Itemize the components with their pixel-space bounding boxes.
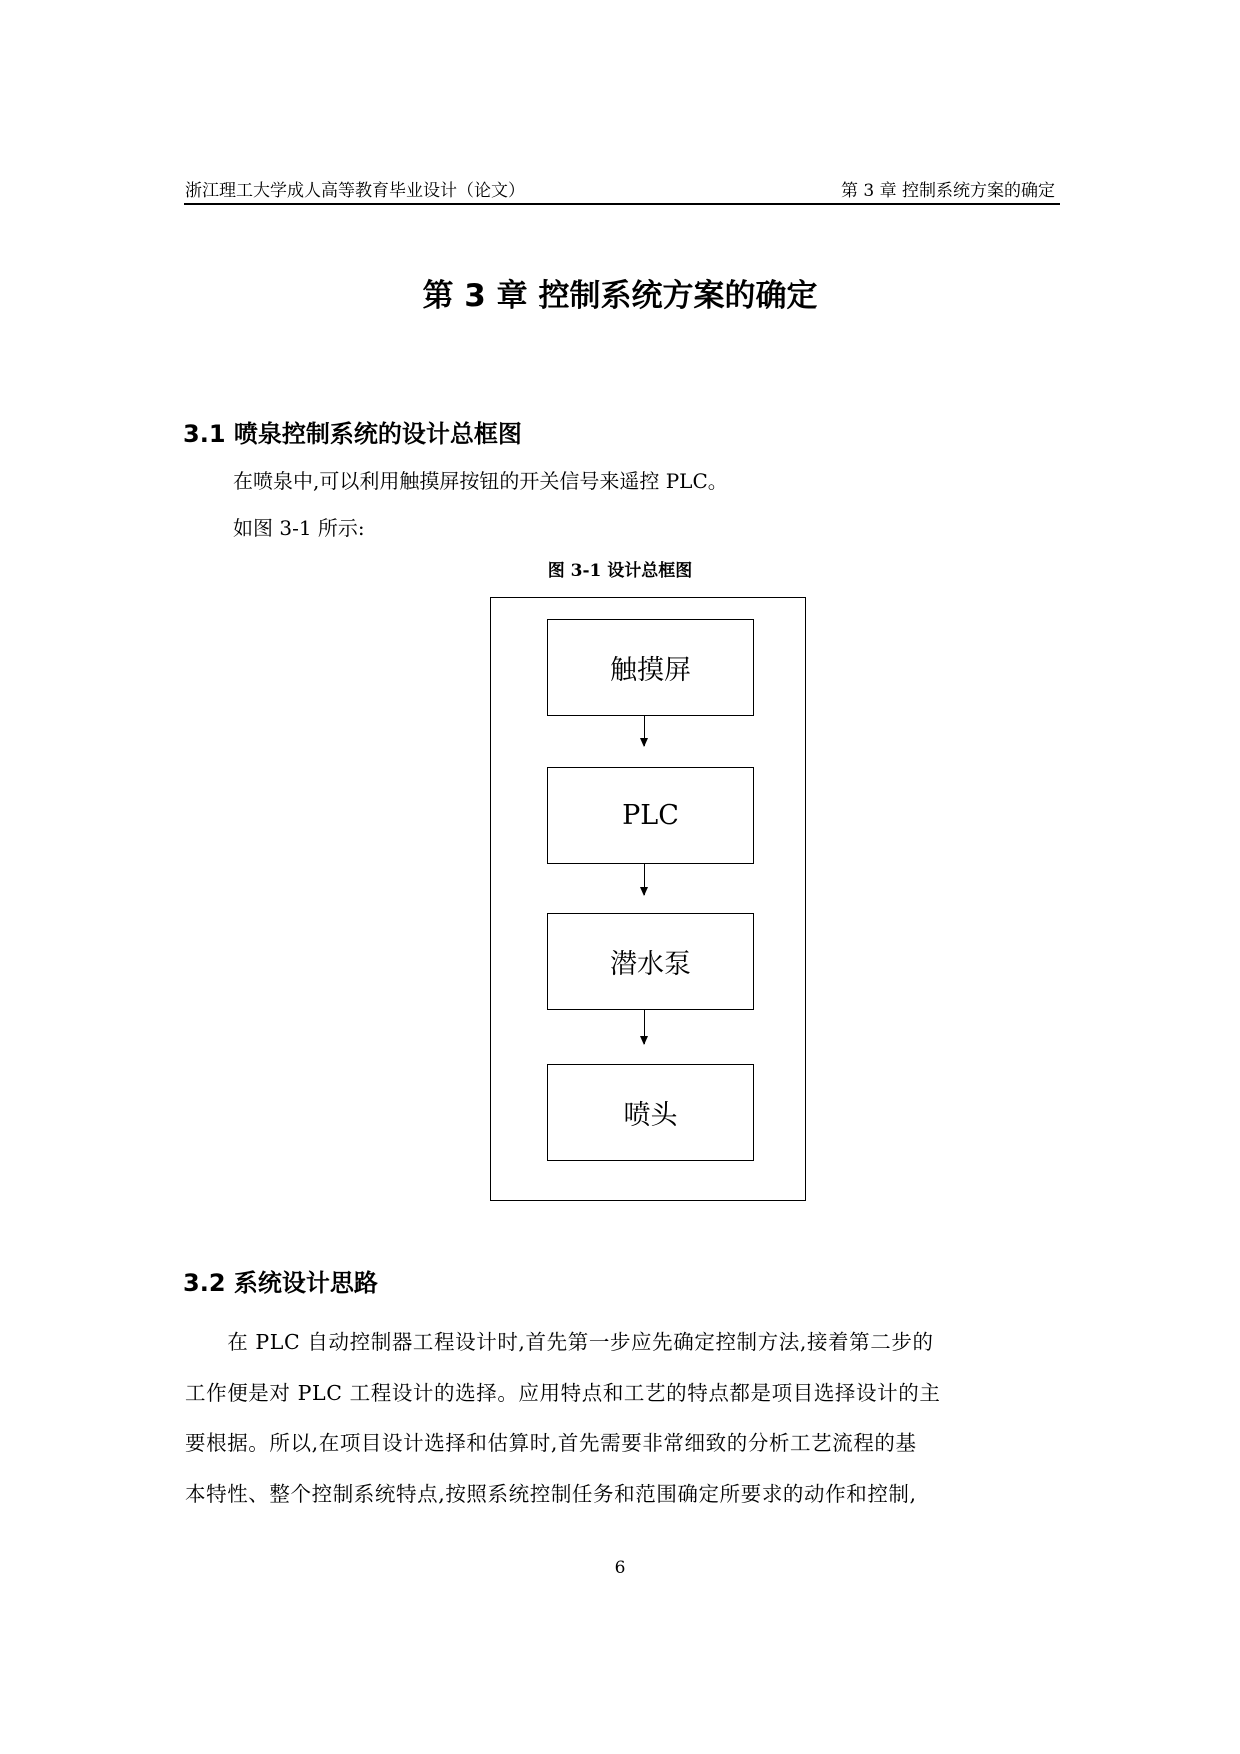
chapter-title: 第 3 章 控制系统方案的确定 (422, 278, 818, 314)
section-heading-3-2: 3.2 系统设计思路 (183, 1269, 378, 1297)
arrow-down-icon (644, 716, 645, 746)
page-number: 6 (614, 1558, 626, 1578)
header-left: 浙江理工大学成人高等教育毕业设计（论文） (185, 181, 525, 201)
paragraph: 如图 3-1 所示: (233, 516, 365, 540)
arrow-down-icon (644, 863, 645, 895)
diagram-box-nozzle: 喷头 (547, 1064, 754, 1161)
header-right: 第 3 章 控制系统方案的确定 (840, 181, 1055, 201)
paragraph-line: 在 PLC 自动控制器工程设计时,首先第一步应先确定控制方法,接着第二步的 (185, 1330, 934, 1354)
paragraph-line: 本特性、整个控制系统特点,按照系统控制任务和范围确定所要求的动作和控制, (185, 1482, 917, 1506)
paragraph-line: 工作便是对 PLC 工程设计的选择。应用特点和工艺的特点都是项目选择设计的主 (185, 1381, 941, 1405)
header-divider (184, 203, 1060, 205)
figure-caption: 图 3-1 设计总框图 (547, 561, 693, 581)
diagram-box-touchscreen: 触摸屏 (547, 619, 754, 716)
arrow-down-icon (644, 1009, 645, 1044)
diagram-box-pump: 潜水泵 (547, 913, 754, 1010)
paragraph: 在喷泉中,可以利用触摸屏按钮的开关信号来遥控 PLC。 (233, 469, 728, 493)
section-heading-3-1: 3.1 喷泉控制系统的设计总框图 (183, 420, 522, 448)
paragraph-line: 要根据。所以,在项目设计选择和估算时,首先需要非常细致的分析工艺流程的基 (185, 1431, 917, 1455)
diagram-box-plc: PLC (547, 767, 754, 864)
